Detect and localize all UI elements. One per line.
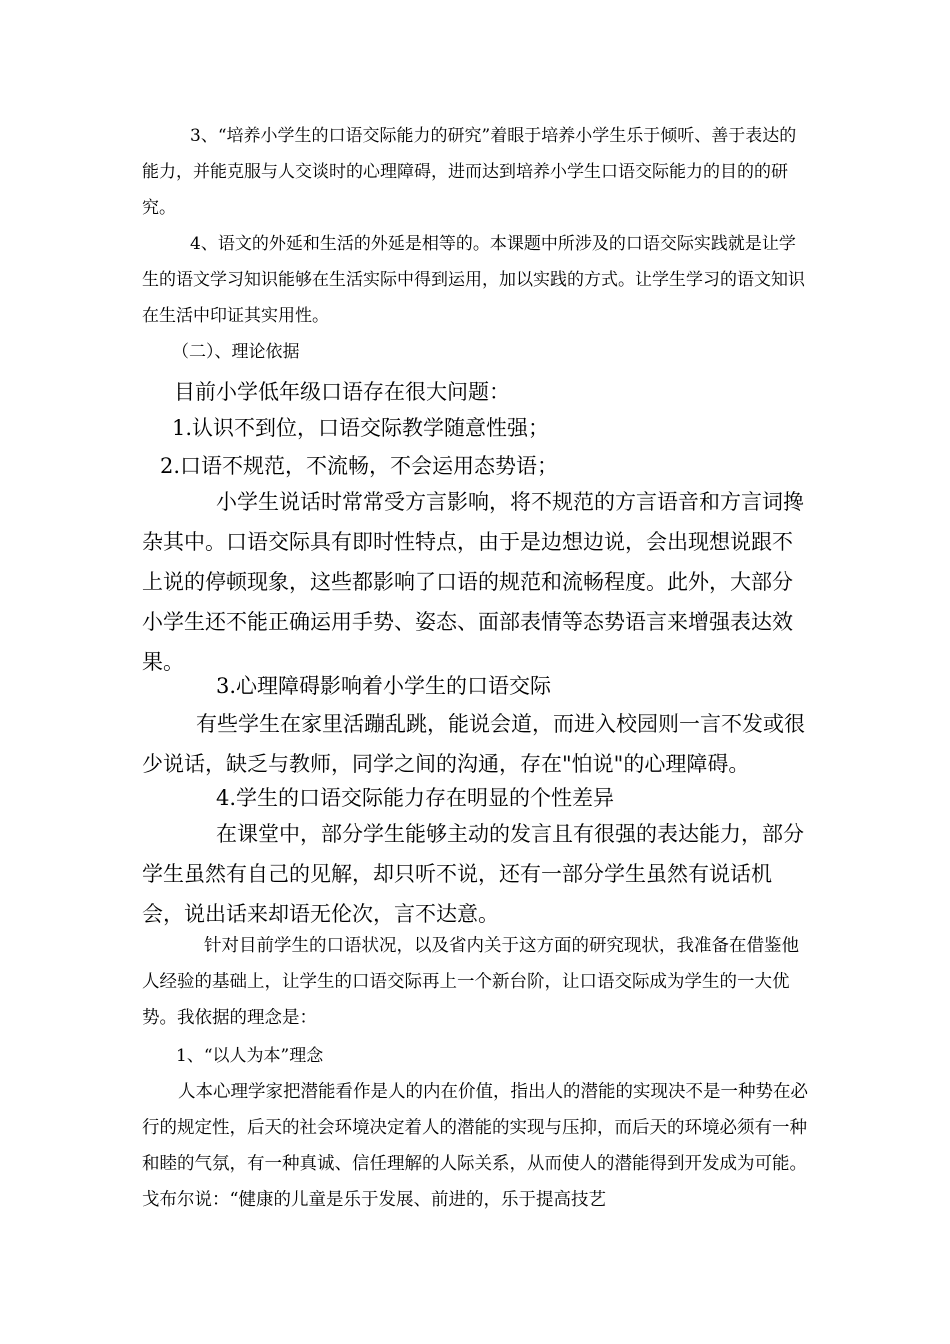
- paragraph-research-plan: 针对目前学生的口语状况，以及省内关于这方面的研究现状，我准备在借鉴他人经验的基础上，让学生的口语交际再上一个新台阶，让口语交际成为学生的一大优势。我依据的理念是：: [142, 936, 799, 1028]
- section-heading-people-oriented: 1、“以人为本”理念: [176, 1046, 324, 1066]
- paragraph-language-life: 4、语文的外延和生活的外延是相等的。本课题中所涉及的口语交际实践就是让学生的语文学习知识能够在生活实际中得到运用，加以实践的方式。让学生学习的语文知识在生活中印证其实用性。: [142, 234, 805, 326]
- paragraph-problem-intro: 目前小学低年级口语存在很大问题：: [174, 380, 510, 404]
- list-item-problem-4: 4.学生的口语交际能力存在明显的个性差异: [216, 786, 615, 810]
- paragraph-dialect-influence: 小学生说话时常常受方言影响，将不规范的方言语音和方言词搀杂其中。口语交际具有即时性特点，由于是边想边说，会出现想说跟不上说的停顿现象，这些都影响了口语的规范和流畅程度。此外，大部分小学生还不能正确运用手势、姿态、面部表情等态势语言来增强表达效果。: [142, 490, 804, 674]
- paragraph-individual-difference: 在课堂中，部分学生能够主动的发言且有很强的表达能力，部分学生虽然有自己的见解，却只听不说，还有一部分学生虽然有说话机会，说出话来却语无伦次，言不达意。: [142, 822, 804, 926]
- list-item-problem-2: 2.口语不规范，不流畅，不会运用态势语；: [160, 454, 559, 478]
- list-item-problem-1: 1.认识不到位，口语交际教学随意性强；: [172, 416, 550, 440]
- paragraph-research-focus: 3、“培养小学生的口语交际能力的研究”着眼于培养小学生乐于倾听、善于表达的能力，并能克服与人交谈时的心理障碍，进而达到培养小学生口语交际能力的目的的研究。: [142, 126, 797, 218]
- section-heading-theory-basis: （二）、理论依据: [172, 342, 300, 362]
- list-item-problem-3: 3.心理障碍影响着小学生的口语交际: [216, 674, 552, 698]
- paragraph-humanistic-psychology: 人本心理学家把潜能看作是人的内在价值，指出人的潜能的实现决不是一种势在必行的规定性，后天的社会环境决定着人的潜能的实现与压抑，而后天的环境必须有一种和睦的气氛，有一种真诚、信任理解的人际关系，从而使人的潜能得到开发成为可能。戈布尔说：“健康的儿童是乐于发展、前进的，乐于提高技艺: [142, 1082, 808, 1210]
- paragraph-psychological-barrier: 有些学生在家里活蹦乱跳，能说会道，而进入校园则一言不发或很少说话，缺乏与教师，同学之间的沟通，存在"怕说"的心理障碍。: [142, 712, 805, 776]
